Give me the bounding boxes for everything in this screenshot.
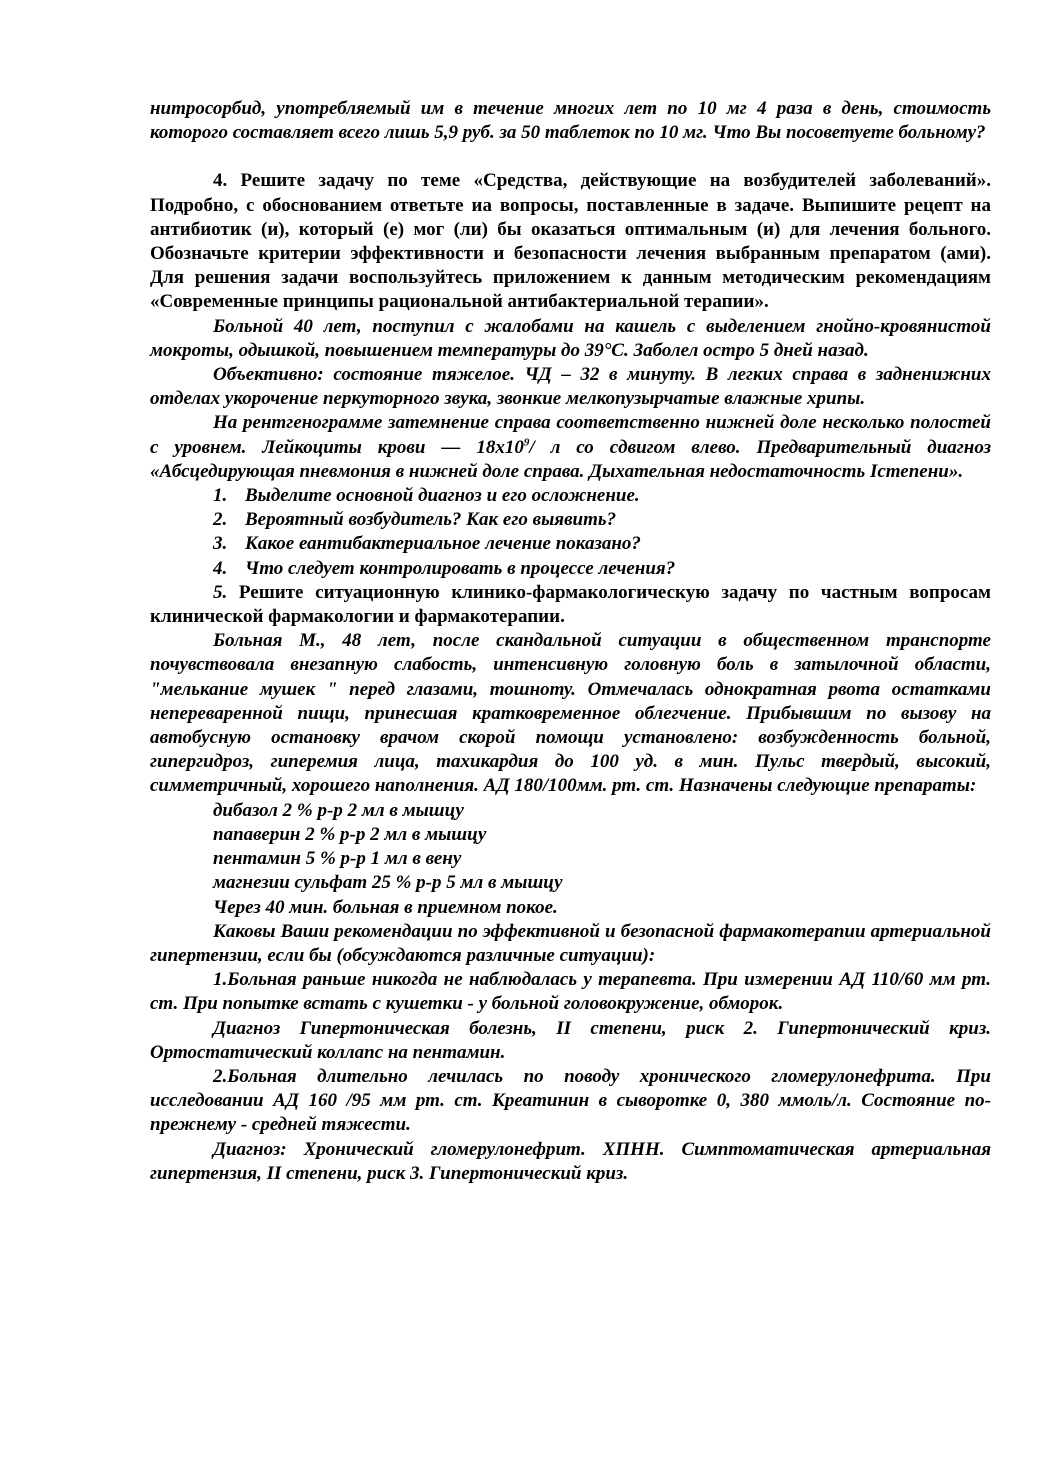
task4-instructions: 4. Решите задачу по теме «Средства, действующие на возбудителей заболеваний». Подробно, с обоснованием ответьте иа вопросы, поставленные в задаче. Выпишите рецепт на антибиотик (и), который (е) мог (ли) бы оказаться оптимальным (и) для лечения больного. Обозначьте критерии эффективности и безопасности лечения выбранным препаратом (ами). Для решения задачи воспользуйтесь приложением к данным методическим рекомендациям «Современные принципы рациональной антибактериальной терапии». xyxy=(150,170,991,313)
drug-item: пентамин 5 % р-р 1 мл в вену xyxy=(213,848,462,870)
question-number: 1. xyxy=(213,485,228,507)
task5-text: Решите ситуационную клинико-фармакологическую задачу по частным вопросам клинической фармакологии и фармакотерапии. xyxy=(150,581,991,628)
question-text: Какое еантибактериальное лечение показано? xyxy=(245,533,641,555)
question-number: 2. xyxy=(213,509,228,531)
intro-paragraph: нитросорбид, употребляемый им в течение многих лет по 10 мг 4 раза в день, стоимость которого составляет всего лишь 5,9 руб. за 50 таблеток по 10 мг. Что Вы посоветуете больному? xyxy=(150,98,991,144)
question-item xyxy=(150,557,991,581)
drug-item: дибазол 2 % р-р 2 мл в мышцу xyxy=(213,799,464,821)
xray-exponent: 9 xyxy=(523,436,530,449)
task5-case: Больная М., 48 лет, после скандальной ситуации в общественном транспорте почувствовала внезапную слабость, интенсивную головную боль в затылочной области, "мелькание мушек " перед глазами, тошноту. Отмечалась однократная рвота остатками непереваренной пищи, принесшая кратковременное облегчение. Прибывшим по вызову на автобусную остановку врачом скорой помощи установлено: возбужденность больной, гипергидроз, гиперемия лица, тахикардия до 100 уд. в мин. Пульс твердый, высокий, симметричный, хорошего наполнения. АД 180/100мм. рт. ст. Назначены следующие препараты: xyxy=(150,630,991,797)
question-text: Что следует контролировать в процессе лечения? xyxy=(245,557,676,579)
drug-item: папаверин 2 % р-р 2 мл в мышцу xyxy=(213,823,487,845)
situation-1: 1.Больная раньше никогда не наблюдалась у терапевта. При измерении АД 110/60 мм рт. ст. При попытке встать с кушетки - у больной головокружение, обморок. xyxy=(150,969,991,1015)
diagnosis-2: Диагноз: Хронический гломерулонефрит. ХПНН. Симптоматическая артериальная гипертензия, II степени, риск 3. Гипертонический криз. xyxy=(150,1138,991,1184)
task4-case-objective: Объективно: состояние тяжелое. ЧД – 32 в минуту. В легких справа в задненижних отделах укорочение перкуторного звука, звонкие мелкопузырчатые влажные хрипы. xyxy=(150,364,991,410)
task5-number: 5. xyxy=(213,581,228,603)
question-item xyxy=(150,484,991,508)
task4-case-complaints: Больной 40 лет, поступил с жалобами на кашель с выделением гнойно-кровянистой мокроты, одышкой, повышением температуры до 39°С. Заболел остро 5 дней назад. xyxy=(150,315,991,361)
drug-item: магнезии сульфат 25 % р-р 5 мл в мышцу xyxy=(213,872,563,894)
diagnosis-1: Диагноз Гипертоническая болезнь, II степени, риск 2. Гипертонический криз. Ортостатический коллапс на пентамин. xyxy=(150,1017,991,1063)
document-page xyxy=(150,97,991,1186)
drug-item: Через 40 мин. больная в приемном покое. xyxy=(213,896,558,918)
question-number: 4. xyxy=(213,557,228,579)
task5-instructions xyxy=(150,581,991,629)
paragraph-gap xyxy=(150,145,991,169)
question-number: 3. xyxy=(213,533,228,555)
xray-text-part2: / л со сдвигом влево. Предварительный диагноз «Абсцедирующая пневмония в нижней доле справа. Дыхательная недостаточность Iстепени». xyxy=(150,436,991,482)
question-text: Вероятный возбудитель? Как его выявить? xyxy=(245,509,617,531)
question-text: Выделите основной диагноз и его осложнение. xyxy=(245,485,640,507)
task4-xray-findings xyxy=(150,411,991,484)
situation-2: 2.Больная длительно лечилась по поводу хронического гломерулонефрита. При исследовании АД 160 /95 мм рт. ст. Креатинин в сыворотке 0, 380 ммоль/л. Состояние по-прежнему - средней тяжести. xyxy=(150,1065,991,1136)
recommendations-question: Каковы Ваши рекомендации по эффективной и безопасной фармакотерапии артериальной гипертензии, если бы (обсуждаются различные ситуации): xyxy=(150,920,991,966)
question-item xyxy=(150,508,991,532)
xray-text-part1: На рентгенограмме затемнение справа соответственно нижней доле несколько полостей с уровнем. Лейкоциты крови — 18х10 xyxy=(150,412,991,458)
question-item xyxy=(150,532,991,556)
